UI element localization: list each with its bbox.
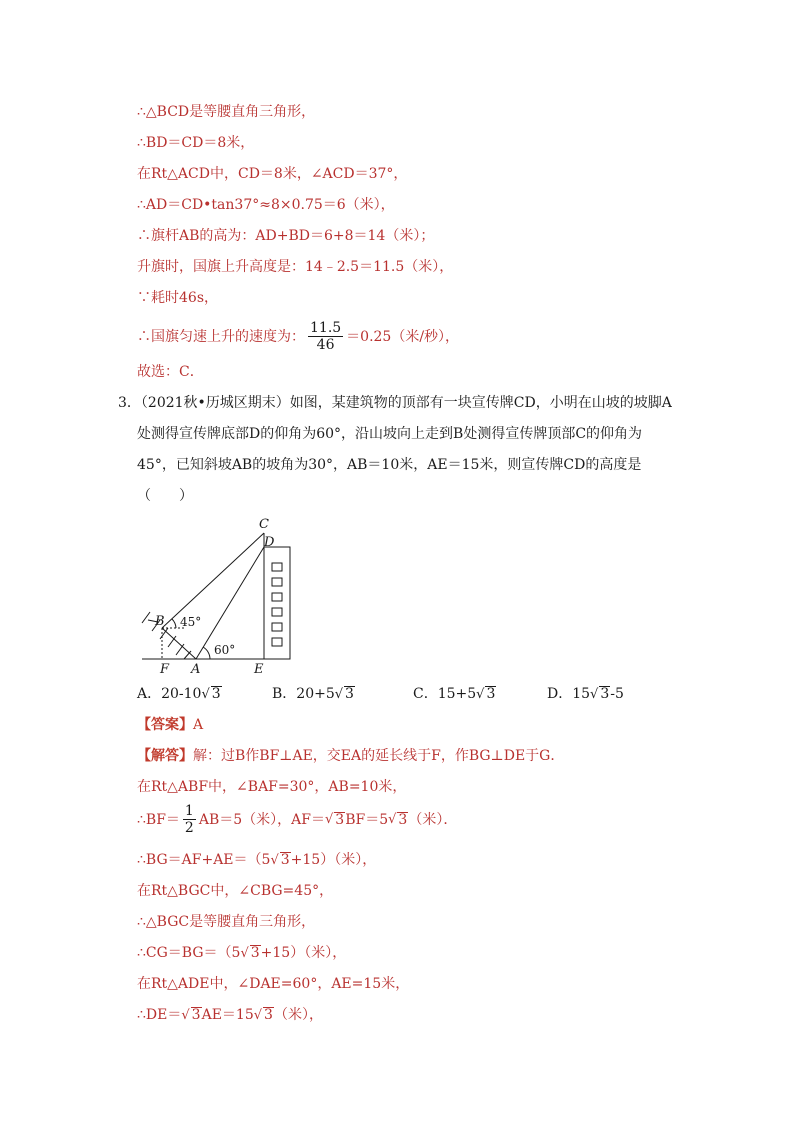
fraction-denominator: 46 [316,337,335,353]
label-F: F [160,662,170,677]
choice-d-radicand: 3 [600,686,610,702]
half-fraction [183,803,196,836]
answer-value: A [193,717,204,733]
radicand: 3 [191,1007,201,1023]
sol3-line-3-pre: ∴BG＝AF+AE＝（5 [137,852,271,868]
radicand: 3 [280,852,290,868]
sol3-line-2-pre: ∴BF＝ [137,811,180,828]
sqrt-icon: √ [181,1008,190,1023]
sol3-line-8 [137,1005,323,1026]
sol3-line-3 [137,850,376,871]
sol3-line-4: 在Rt△BGC中，∠CBG=45°， [137,883,334,899]
sol1-line-5: ∴旗杆AB的高为：AD+BD＝6+8＝14（米）； [137,228,435,244]
sol3-line-8-post: （米）， [273,1007,323,1023]
sol3-line-5: ∴△BGC是等腰直角三角形， [137,914,316,930]
choice-d-text: D．15 [547,686,591,702]
radicand: 3 [335,811,345,828]
solution-tag: 【解答】 [137,748,193,764]
choice-c[interactable] [413,684,496,705]
choice-a[interactable] [137,684,222,705]
radicand: 3 [264,1007,273,1023]
choice-b-text: B．20+5 [272,686,335,702]
sqrt-icon: √ [388,811,397,827]
choice-c-text: C．15+5 [413,686,477,702]
question-3-line-4: （ ） [137,488,193,504]
sqrt-icon: √ [324,811,334,827]
sol1-line-7: ∵耗时46s， [137,290,218,306]
choice-b-radicand: 3 [345,686,354,702]
sol1-line-6: 升旗时，国旗上升高度是：14﹣2.5＝11.5（米）， [137,259,454,275]
question-3-line-2: 处测得宣传牌底部D的仰角为60°，沿山坡向上走到B处测得宣传牌顶部C的仰角为 [137,426,643,442]
label-E: E [254,662,264,677]
choice-a-radicand: 3 [211,686,221,702]
angle-45-label: 45° [180,615,202,629]
sol1-line-8 [137,320,459,353]
sol3-line-6 [137,943,346,964]
fraction-denominator: 2 [184,820,194,836]
sol3-line-8-pre: ∴DE＝ [137,1007,182,1023]
choice-d-suffix: -5 [610,686,624,702]
label-D: D [264,535,275,550]
choice-c-radicand: 3 [486,686,496,702]
sol3-line-2-mid: AB＝5（米），AF＝ [198,811,325,828]
sqrt-icon: √ [240,946,249,961]
sqrt-icon: √ [590,687,599,702]
label-C: C [259,517,269,532]
sqrt-icon: √ [476,687,485,702]
speed-label: ∴国旗匀速上升的速度为： [137,328,305,345]
solution-first-text: 解：过B作BF⊥AE，交EA的延长线于F，作BG⊥DE于G． [193,748,565,764]
fraction-numerator: 11.5 [310,320,342,336]
question-3-line-1: 3．（2021秋•历城区期末）如图，某建筑物的顶部有一块宣传牌CD，小明在山坡的坡脚A [118,395,672,411]
sol3-line-6-post: +15）（米）， [260,945,347,961]
choice-d[interactable] [547,684,624,705]
answer-line [137,715,203,735]
label-A: A [191,662,201,677]
question-3-line-3: 45°，已知斜坡AB的坡角为30°，AB＝10米，AE＝15米，则宣传牌CD的高度是 [137,457,642,473]
sol3-line-1: 在Rt△ABF中，∠BAF=30°，AB=10米， [137,779,407,795]
label-B: B [155,614,165,629]
sol3-line-2 [137,803,457,836]
sol3-line-8-mid: AE＝15 [201,1007,254,1023]
radicand: 3 [398,811,408,828]
radicand: 3 [250,945,260,961]
sol3-line-3-post: +15）（米）， [290,852,377,868]
sqrt-icon: √ [270,853,279,868]
sol3-line-2-mid2: BF＝5 [345,811,389,828]
sol1-line-1: ∴△BCD是等腰直角三角形， [137,104,316,120]
sol1-line-9: 故选：C． [137,364,204,380]
answer-tag: 【答案】 [137,717,193,733]
sqrt-icon: √ [334,687,344,702]
sqrt-icon: √ [201,687,210,702]
sol1-line-4: ∴AD＝CD•tan37°≈8×0.75＝6（米）， [137,197,395,213]
fraction-numerator: 1 [184,803,194,819]
choice-b[interactable] [272,684,355,705]
sol3-line-6-pre: ∴CG＝BG＝（5 [137,945,241,961]
solution-first-line [137,746,564,766]
sol1-line-2: ∴BD＝CD＝8米， [137,135,255,151]
sol3-line-7: 在Rt△ADE中，∠DAE=60°，AE=15米， [137,976,410,992]
choice-a-text: A．20-10 [137,686,202,702]
sqrt-icon: √ [253,1008,263,1023]
sol1-line-3: 在Rt△ACD中，CD＝8米，∠ACD＝37°， [137,166,408,182]
sol3-line-2-post: （米）． [408,811,458,828]
speed-result: ＝0.25（米/秒）， [346,328,460,345]
speed-fraction [308,320,343,353]
angle-60-label: 60° [214,643,236,657]
